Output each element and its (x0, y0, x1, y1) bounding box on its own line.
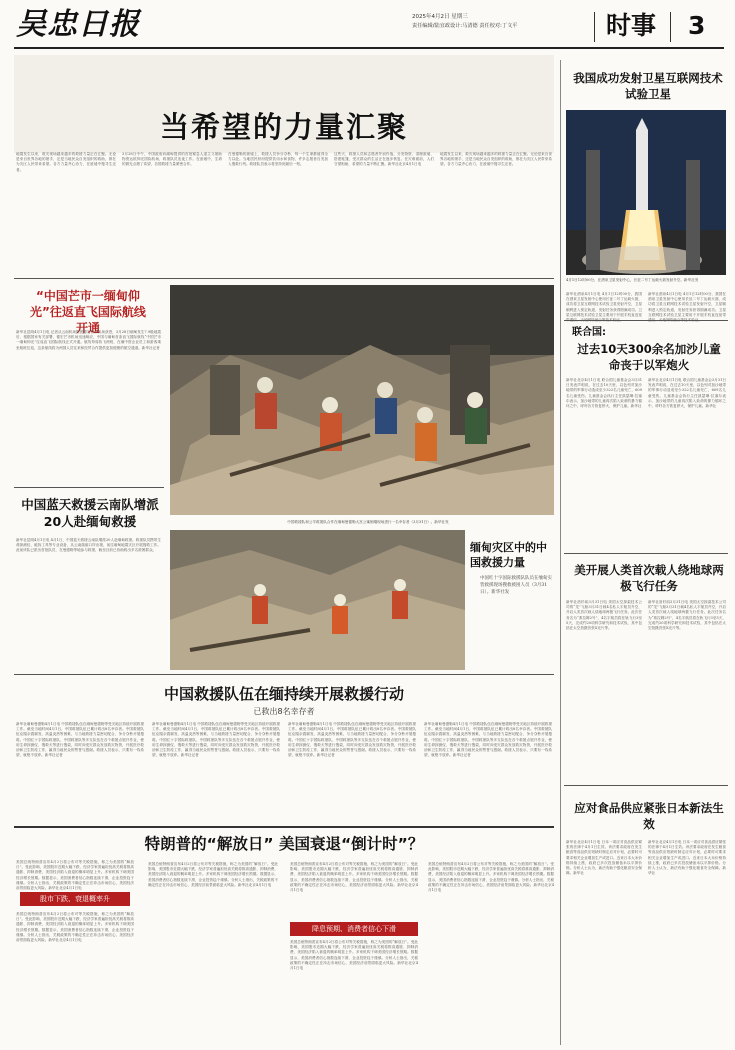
rescue-body-4: 新华社缅甸曼德勒4月1日电 中国救援队伍在缅甸曼德勒等受灾地区持续开展救援工作。截至当地时间4月1日，中国救援队伍已累计救出8名幸存者。中国救援队伍克服余震频发、高温炎热等困难，与当地救援力量密切配合，争分夺秒开展搜救。中国红十字国际救援队、中国救援队等多支队伍在各个救援点展开作业，使用生命探测仪、搜救犬等进行搜索，同时向受灾群众发放救灾物资，开展医疗救治和卫生防疫工作，赢得当地民众的赞誉与感谢。救援人员表示，只要有一线希望，就绝不放弃。新华社记者 (424, 722, 552, 758)
rescue-photo-caption: 中国救援队和公羊救援队合作在缅甸曼德勒大宫公寓倒塌现场进行一名幸存者（3月31日）。新华社发 (287, 520, 449, 524)
japan-body-2: 新华社北京4月1日电 日本一项应对食品供应紧张的法律于4月1日生效。该法要求政府在发生粮食等食品供应短缺时制定应对计划，必要时可要求相关企业增加生产或进口。近来日本大米价格持续上涨，政府已多次投放储备米以平抑价格。分析人士认为，新法有助于强化粮食安全保障。新华社 (648, 840, 726, 876)
masthead-logo: 吴忠日报 (16, 7, 140, 42)
trump-body-3b: 美国总统特朗普宣布4月2日将公布对等关税措施，称之为美国的“解放日”。受此影响，美国股市近期大幅下跌，经济学家普遍担忧高关税将推高通胀、抑制消费，美国经济陷入衰退的概率明显上升。多家机构下调美国经济增长预期。数据显示，美国消费者信心指数连续下滑，企业投资趋于谨慎。分析人士指出，关税政策的不确定性正在冲击市场信心，美国经济前景面临更大风险。新华社北京4月1日电 (290, 940, 418, 971)
main-body-col-5: 地震发生以来，救灾现场越来越多的救援力量正在汇聚。无论是来自世界各地的援手，还是当地民众自发组织的救助，都在为灾区人民带来希望。各方力量齐心协力，在废墟中搜寻生还者。 (440, 152, 552, 167)
right-column-rule (560, 60, 561, 1045)
divider-left (14, 487, 164, 488)
masthead (0, 0, 735, 50)
main-body-col-4: 这些天，救援人员和志愿者并肩作战，分发物资、清理废墟、搭建帐篷，受灾群众的生活正在逐步恢复。在灾难面前，人们守望相助，希望的力量不断汇聚。新华社北京4月1日电 (334, 152, 434, 167)
page-number: 3 (688, 11, 706, 40)
divider-right-3 (564, 785, 728, 786)
rocket-photo (566, 110, 726, 275)
left-top-body: 新华社昆明4月1日电 记者从云南机场集团德宏芒市机场获悉，3月28日缅甸发生7.9级地震后，根据国家有关部署，德宏芒市机场迅速响应，中国与缅甸首条直飞国际航线“中国芒市一缅甸仰光”往返直飞国际航线正式开通。航线每周执飞两班，在缅中资企业员工和游客乘坐航班往返，这条航线将为两国人员往来和经贸合作提供更加便捷的航空通道。新华社记者 (16, 330, 161, 350)
quake-sidebar-caption: 中国红十字国际救援队队员在缅甸实皆救援现场搜救被困人员（3月31日）。新华社发 (480, 576, 552, 595)
satellite-body-2: 新华社酒泉4月1日电 4月1日12时00分，我国在酒泉卫星发射中心使用长征二号丁运载火箭，成功将卫星互联网技术试验卫星发射升空，卫星顺利进入预定轨道，发射任务获得圆满成功。卫星互联网技术试验卫星主要用于开展手机直连宽带通信、天地网络融合等技术验证。 (648, 292, 726, 323)
rocket-caption: 4月1日12时00分，在酒泉卫星发射中心，长征二号丁运载火箭发射升空。新华社发 (566, 278, 699, 282)
trump-sub1: 股市下跌、衰退概率升 (40, 895, 110, 903)
divider-right-1 (564, 320, 728, 321)
quake-photo (170, 530, 465, 670)
rescue-body-3: 新华社缅甸曼德勒4月1日电 中国救援队伍在缅甸曼德勒等受灾地区持续开展救援工作。截至当地时间4月1日，中国救援队伍已累计救出8名幸存者。中国救援队伍克服余震频发、高温炎热等困难，与当地救援力量密切配合，争分夺秒开展搜救。中国红十字国际救援队、中国救援队等多支队伍在各个救援点展开作业，使用生命探测仪、搜救犬等进行搜索，同时向受灾群众发放救灾物资，开展医疗救治和卫生防疫工作，赢得当地民众的赞誉与感谢。救援人员表示，只要有一线希望，就绝不放弃。新华社记者 (288, 722, 416, 758)
trump-title: 特朗普的“解放日” 美国衰退“倒计时”？ (144, 835, 424, 853)
main-body-col-1: 地震发生以来，救灾现场越来越多的救援力量正在汇聚。无论是来自世界各地的援手，还是当地民众自发组织的救助，都在为灾区人民带来希望。各方力量齐心协力，在废墟中搜寻生还者。 (16, 152, 116, 172)
rescue-body-1: 新华社缅甸曼德勒4月1日电 中国救援队伍在缅甸曼德勒等受灾地区持续开展救援工作。截至当地时间4月1日，中国救援队伍已累计救出8名幸存者。中国救援队伍克服余震频发、高温炎热等困难，与当地救援力量密切配合，争分夺秒开展搜救。中国红十字国际救援队、中国救援队等多支队伍在各个救援点展开作业，使用生命探测仪、搜救犬等进行搜索，同时向受灾群众发放救灾物资，开展医疗救治和卫生防疫工作，赢得当地民众的赞誉与感谢。救援人员表示，只要有一线希望，就绝不放弃。新华社记者 (16, 722, 144, 758)
satellite-body-1: 新华社酒泉4月1日电 4月1日12时00分，我国在酒泉卫星发射中心使用长征二号丁运载火箭，成功将卫星互联网技术试验卫星发射升空，卫星顺利进入预定轨道，发射任务获得圆满成功。卫星互联网技术试验卫星主要用于开展手机直连宽带通信、天地网络融合等技术验证。 (566, 292, 642, 323)
gaza-body-1: 新华社北京4月1日电 联合国儿童基金会3月31日发表声明说，在过去10天里，以色列对加沙地带的军事行动造成至少322名儿童死亡，609名儿童受伤。儿童基金会执行主任凯瑟琳·拉塞尔表示，加沙地带的儿童再次陷入致命的暴力循环之中，呼吁各方恢复停火，保护儿童。新华社 (566, 378, 642, 409)
gaza-title: 过去10天300余名加沙儿童命丧于以军炮火 (577, 342, 721, 372)
trump-body-1b: 美国总统特朗普宣布4月2日将公布对等关税措施，称之为美国的“解放日”。受此影响，美国股市近期大幅下跌，经济学家普遍担忧高关税将推高通胀、抑制消费，美国经济陷入衰退的概率明显上升。多家机构下调美国经济增长预期。数据显示，美国消费者信心指数连续下滑，企业投资趋于谨慎。分析人士指出，关税政策的不确定性正在冲击市场信心，美国经济前景面临更大风险。新华社北京4月1日电 (16, 912, 134, 943)
editor-line: 责任编辑/陆宜政设计:马清德 责任校对:丁文平 (412, 23, 518, 29)
masthead-rule (14, 47, 724, 49)
polar-body-2: 新华社洛杉矶3月31日电 美国太空探索技术公司的“龙”飞船3月31日载4名私人宇航员升空，开启人类首次载人绕地球两极飞行任务。此次任务名为“弗拉姆2号”，4名宇航员将在轨飞行3至5天，完成约20项科学研究和技术试验，其中包括在太空拍摄首张X光片等。 (648, 600, 726, 631)
polar-body-1: 新华社洛杉矶3月31日电 美国太空探索技术公司的“龙”飞船3月31日载4名私人宇航员升空，开启人类首次载人绕地球两极飞行任务。此次任务名为“弗拉姆2号”，4名宇航员将在轨飞行3至5天，完成约20项科学研究和技术试验，其中包括在太空拍摄首张X光片等。 (566, 600, 642, 631)
left-top-title: “中国芒市一缅甸仰光”往返直飞国际航线开通 (30, 289, 146, 335)
japan-title: 应对食品供应紧张日本新法生效 (574, 801, 724, 831)
rescue-title: 中国救援队伍在缅持续开展救援行动 (163, 685, 404, 703)
trump-body-2: 美国总统特朗普宣布4月2日将公布对等关税措施，称之为美国的“解放日”。受此影响，美国股市近期大幅下跌，经济学家普遍担忧高关税将推高通胀、抑制消费，美国经济陷入衰退的概率明显上升。多家机构下调美国经济增长预期。数据显示，美国消费者信心指数连续下滑，企业投资趋于谨慎。分析人士指出，关税政策的不确定性正在冲击市场信心，美国经济前景面临更大风险。新华社北京4月1日电 (148, 862, 278, 887)
left-mid-title: 中国蓝天救援云南队增派20人赴缅甸救援 (21, 497, 159, 529)
rescue-photo (170, 285, 554, 515)
polar-title: 美开展人类首次载人绕地球两极飞行任务 (574, 563, 724, 593)
trump-body-1: 美国总统特朗普宣布4月2日将公布对等关税措施，称之为美国的“解放日”。受此影响，美国股市近期大幅下跌，经济学家普遍担忧高关税将推高通胀、抑制消费，美国经济陷入衰退的概率明显上升。多家机构下调美国经济增长预期。数据显示，美国消费者信心指数连续下滑，企业投资趋于谨慎。分析人士指出，关税政策的不确定性正在冲击市场信心，美国经济前景面临更大风险。新华社北京4月1日电 (16, 860, 134, 890)
trump-body-3: 美国总统特朗普宣布4月2日将公布对等关税措施，称之为美国的“解放日”。受此影响，美国股市近期大幅下跌，经济学家普遍担忧高关税将推高通胀、抑制消费，美国经济陷入衰退的概率明显上升。多家机构下调美国经济增长预期。数据显示，美国消费者信心指数连续下滑，企业投资趋于谨慎。分析人士指出，关税政策的不确定性正在冲击市场信心，美国经济前景面临更大风险。新华社北京4月1日电 (290, 862, 418, 893)
divider-rescue-top (14, 674, 554, 675)
trump-body-4: 美国总统特朗普宣布4月2日将公布对等关税措施，称之为美国的“解放日”。受此影响，美国股市近期大幅下跌，经济学家普遍担忧高关税将推高通胀、抑制消费，美国经济陷入衰退的概率明显上升。多家机构下调美国经济增长预期。数据显示，美国消费者信心指数连续下滑，企业投资趋于谨慎。分析人士指出，关税政策的不确定性正在冲击市场信心，美国经济前景面临更大风险。新华社北京4月1日电 (428, 862, 554, 893)
left-mid-body: 新华社昆明4月1日电 4月1日，中国蓝天救援云南队增派20人赴缅甸救援。救援队员携带生命探测仪、破拆工具等专业设备，从云南瑞丽口岸出境，前往缅甸地震灾区开展搜救工作。此前该队已派出首批队员，在曼德勒等地参与救援，截至目前已协助救出多名被困群众。 (16, 538, 161, 553)
rescue-subtitle: 已救出8名幸存者 (253, 707, 315, 716)
section-divider-2 (670, 12, 671, 42)
main-title: 当希望的力量汇聚 (159, 110, 408, 144)
divider-main (14, 278, 554, 279)
main-body-col-3: 在曼德勒的废墟上，救援人员争分夺秒，每一个生命都值得全力以赴。当地居民纷纷提供饮用水和食物，许多志愿者自发加入搜救行列。救援队员表示将坚持到最后一刻。 (228, 152, 328, 167)
gaza-body-2: 新华社北京4月1日电 联合国儿童基金会3月31日发表声明说，在过去10天里，以色列对加沙地带的军事行动造成至少322名儿童死亡，609名儿童受伤。儿童基金会执行主任凯瑟琳·拉塞尔表示，加沙地带的儿童再次陷入致命的暴力循环之中，呼吁各方恢复停火，保护儿童。新华社 (648, 378, 726, 409)
section-name: 时事 (606, 11, 657, 40)
satellite-title: 我国成功发射卫星互联网技术试验卫星 (573, 71, 723, 101)
divider-trump-top (14, 826, 554, 828)
date-line: 2025年4月2日 星期三 (412, 14, 468, 20)
divider-right-2 (564, 553, 728, 554)
gaza-kicker: 联合国: (572, 327, 606, 338)
japan-body-1: 新华社北京4月1日电 日本一项应对食品供应紧张的法律于4月1日生效。该法要求政府在发生粮食等食品供应短缺时制定应对计划，必要时可要求相关企业增加生产或进口。近来日本大米价格持续上涨，政府已多次投放储备米以平抑价格。分析人士认为，新法有助于强化粮食安全保障。新华社 (566, 840, 642, 876)
main-body-col-2: 3月28日中午，中国政府向缅甸提供的首批紧急人道主义援助物资运抵仰光国际机场，救援队员连夜工作。在废墟中，生命的微光点燃了希望，各国救援力量紧密合作。 (122, 152, 222, 167)
rescue-body-2: 新华社缅甸曼德勒4月1日电 中国救援队伍在缅甸曼德勒等受灾地区持续开展救援工作。截至当地时间4月1日，中国救援队伍已累计救出8名幸存者。中国救援队伍克服余震频发、高温炎热等困难，与当地救援力量密切配合，争分夺秒开展搜救。中国红十字国际救援队、中国救援队等多支队伍在各个救援点展开作业，使用生命探测仪、搜救犬等进行搜索，同时向受灾群众发放救灾物资，开展医疗救治和卫生防疫工作，赢得当地民众的赞誉与感谢。救援人员表示，只要有一线希望，就绝不放弃。新华社记者 (152, 722, 280, 758)
section-divider (594, 12, 595, 42)
trump-sub2: 降息预期、消费者信心下滑 (312, 925, 396, 933)
quake-sidebar-title: 缅甸灾区中的中国救援力量 (470, 541, 547, 569)
